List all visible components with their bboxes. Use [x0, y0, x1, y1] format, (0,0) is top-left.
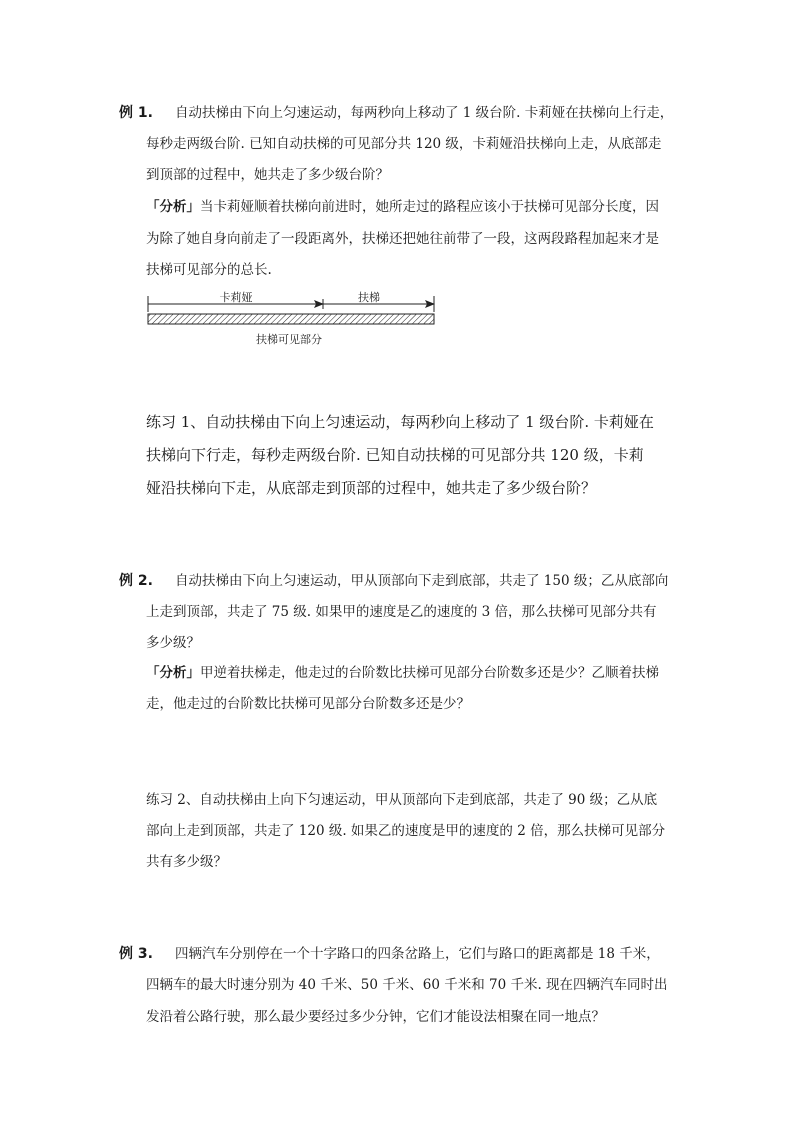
example2-label: 例 2.: [119, 573, 153, 589]
practice1-line-2: 扶梯向下行走，每秒走两级台阶. 已知自动扶梯的可见部分共 120 级，卡莉: [146, 446, 644, 464]
example2-analysis-line-2: 走，他走过的台阶数比扶梯可见部分台阶数多还是少？: [146, 696, 470, 712]
example3-line-3: 发沿着公路行驶，那么最少要经过多少分钟，它们才能设法相聚在同一地点？: [146, 1009, 605, 1025]
diagram-segment1-label: 卡莉娅: [219, 291, 253, 304]
example3-label: 例 3.: [119, 946, 153, 962]
example2-analysis-text-1: 甲逆着扶梯走，他走过的台阶数比扶梯可见部分台阶数多还是少？乙顺着扶梯: [200, 665, 659, 681]
example1-line-3: 到顶部的过程中，她共走了多少级台阶？: [146, 167, 389, 183]
example2-line-1: 自动扶梯由下向上匀速运动，甲从顶部向下走到底部，共走了 150 级；乙从底部向: [175, 573, 669, 589]
example3-line-2: 四辆车的最大时速分别为 40 千米、50 千米、60 千米和 70 千米. 现在四辆汽车同时出: [146, 977, 668, 993]
example1-analysis-line-3: 扶梯可见部分的总长.: [146, 262, 272, 278]
escalator-diagram: [146, 290, 438, 350]
example1-line-2: 每秒走两级台阶. 已知自动扶梯的可见部分共 120 级，卡莉娅沿扶梯向上走，从底部走: [146, 136, 662, 152]
practice2-line-1: 练习 2、自动扶梯由上向下匀速运动，甲从顶部向下走到底部，共走了 90 级；乙从底: [146, 792, 658, 808]
practice1-line-3: 娅沿扶梯向下走，从底部走到顶部的过程中，她共走了多少级台阶？: [146, 479, 597, 497]
diagram-escalator-base: [148, 314, 434, 324]
diagram-segment2-label: 扶梯: [358, 291, 380, 304]
example1-analysis-text-1: 当卡莉娅顺着扶梯向前进时，她所走过的路程应该小于扶梯可见部分长度，因: [200, 199, 659, 215]
example1-label: 例 1.: [119, 105, 153, 121]
example2-line-3: 多少级？: [146, 635, 200, 651]
example2-analysis-line-1: [146, 664, 659, 682]
practice2-line-2: 部向上走到顶部，共走了 120 级. 如果乙的速度是甲的速度的 2 倍，那么扶梯可见部分: [146, 823, 666, 839]
example1-analysis-tag: 「分析」: [146, 199, 200, 215]
practice1-line-1: 练习 1、自动扶梯由下向上匀速运动，每两秒向上移动了 1 级台阶. 卡莉娅在: [146, 413, 654, 431]
example1-analysis-line-2: 为除了她自身向前走了一段距离外，扶梯还把她往前带了一段，这两段路程加起来才是: [146, 231, 659, 247]
example3-line-1: 四辆汽车分别停在一个十字路口的四条岔路上，它们与路口的距离都是 18 千米，: [175, 946, 660, 962]
diagram-base-label: 扶梯可见部分: [256, 333, 322, 346]
practice2-line-3: 共有多少级？: [146, 854, 227, 870]
example2-line-2: 上走到顶部，共走了 75 级. 如果甲的速度是乙的速度的 3 倍，那么扶梯可见部分共有: [146, 604, 657, 620]
example2-analysis-tag: 「分析」: [146, 665, 200, 681]
example1-line-1: 自动扶梯由下向上匀速运动，每两秒向上移动了 1 级台阶. 卡莉娅在扶梯向上行走，: [175, 105, 674, 121]
example1-analysis-line-1: [146, 198, 659, 216]
